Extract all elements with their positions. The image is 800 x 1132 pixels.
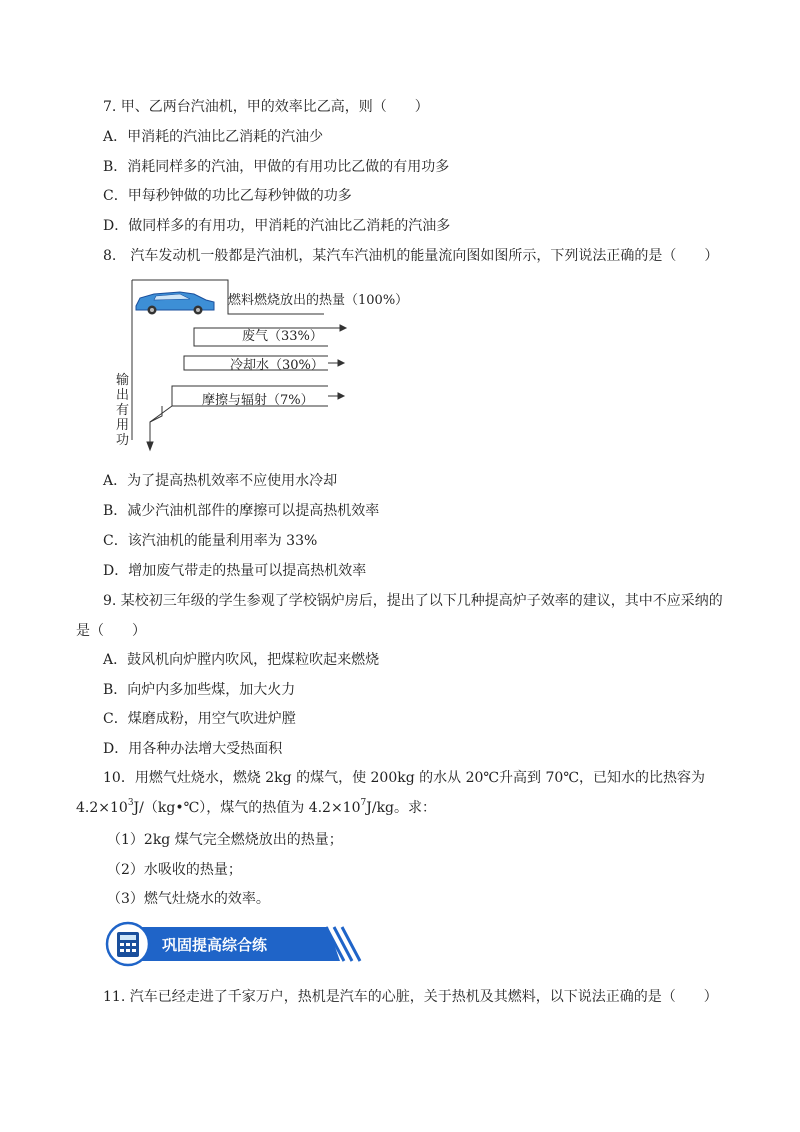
q10-part-1: （1）2kg 煤气完全燃烧放出的热量；	[107, 832, 343, 848]
q9-stem: 9. 某校初三年级的学生参观了学校锅炉房后，提出了以下几种提高炉子效率的建议，其中不应采纳的	[103, 593, 723, 609]
q8-option-b: B．减少汽油机部件的摩擦可以提高热机效率	[103, 503, 380, 519]
output-char-2: 出	[116, 388, 130, 403]
q7-option-d: D．做同样多的有用功，甲消耗的汽油比乙消耗的汽油多	[103, 218, 451, 234]
cooling-label: 冷却水（30%）	[230, 358, 324, 373]
q10-exp1: 3	[127, 798, 134, 809]
q10-stem: 10．用燃气灶烧水，燃烧 2kg 的煤气，使 200kg 的水从 20℃升高到 70℃，已知水的比热容为	[103, 770, 705, 786]
friction-arrow	[338, 393, 344, 399]
q7-option-c: C．甲每秒钟做的功比乙每秒钟做的功多	[103, 188, 352, 204]
output-char-5: 功	[116, 433, 130, 448]
q9-stem-cont: 是（ ）	[76, 623, 146, 639]
output-arrow	[147, 442, 153, 450]
q8-option-c: C．该汽油机的能量利用率为 33%	[103, 533, 318, 549]
q10-stem-cont	[76, 798, 436, 818]
q10-cont-c: J/kg。求：	[366, 800, 437, 816]
friction-label: 摩擦与辐射（7%）	[202, 393, 314, 408]
q10-exp2: 7	[360, 798, 367, 809]
banner-title: 巩固提高综合练	[162, 936, 268, 954]
exhaust-arrow	[340, 325, 346, 331]
output-link	[150, 406, 172, 440]
section-banner	[104, 921, 364, 967]
cooling-arrow	[338, 360, 344, 366]
q9-option-a: A．鼓风机向炉膛内吹风，把煤粒吹起来燃烧	[103, 652, 380, 668]
q10-cont-b: J/（kg•℃），煤气的热值为 4.2×10	[133, 800, 361, 816]
q7-stem: 7. 甲、乙两台汽油机，甲的效率比乙高，则（ ）	[103, 99, 429, 115]
car-icon	[136, 292, 214, 315]
output-char-4: 用	[116, 418, 130, 433]
output-char-3: 有	[116, 403, 130, 418]
output-char-1: 输	[116, 373, 130, 388]
q8-stem: 8. 汽车发动机一般都是汽油机，某汽车汽油机的能量流向图如图所示，下列说法正确的是（ ）	[103, 248, 719, 264]
q8-option-d: D．增加废气带走的热量可以提高热机效率	[103, 563, 367, 579]
energy-flow-diagram	[110, 272, 409, 458]
fuel-label: 燃料燃烧放出的热量（100%）	[228, 293, 409, 308]
q10-cont-a: 4.2×10	[76, 800, 128, 816]
q9-option-b: B．向炉内多加些煤，加大火力	[103, 682, 296, 698]
q10-part-3: （3）燃气灶烧水的效率。	[107, 891, 270, 907]
q10-part-2: （2）水吸收的热量；	[107, 862, 242, 878]
exhaust-label: 废气（33%）	[242, 329, 323, 344]
q11-stem: 11. 汽车已经走进了千家万户，热机是汽车的心脏，关于热机及其燃料，以下说法正确的是（ ）	[103, 989, 718, 1005]
calculator-icon	[117, 932, 139, 957]
q8-option-a: A．为了提高热机效率不应使用水冷却	[103, 473, 338, 489]
q7-option-a: A．甲消耗的汽油比乙消耗的汽油少	[103, 129, 324, 145]
q7-option-b: B．消耗同样多的汽油，甲做的有用功比乙做的有用功多	[103, 159, 450, 175]
q9-option-d: D．用各种办法增大受热面积	[103, 741, 283, 757]
q9-option-c: C．煤磨成粉，用空气吹进炉膛	[103, 711, 296, 727]
